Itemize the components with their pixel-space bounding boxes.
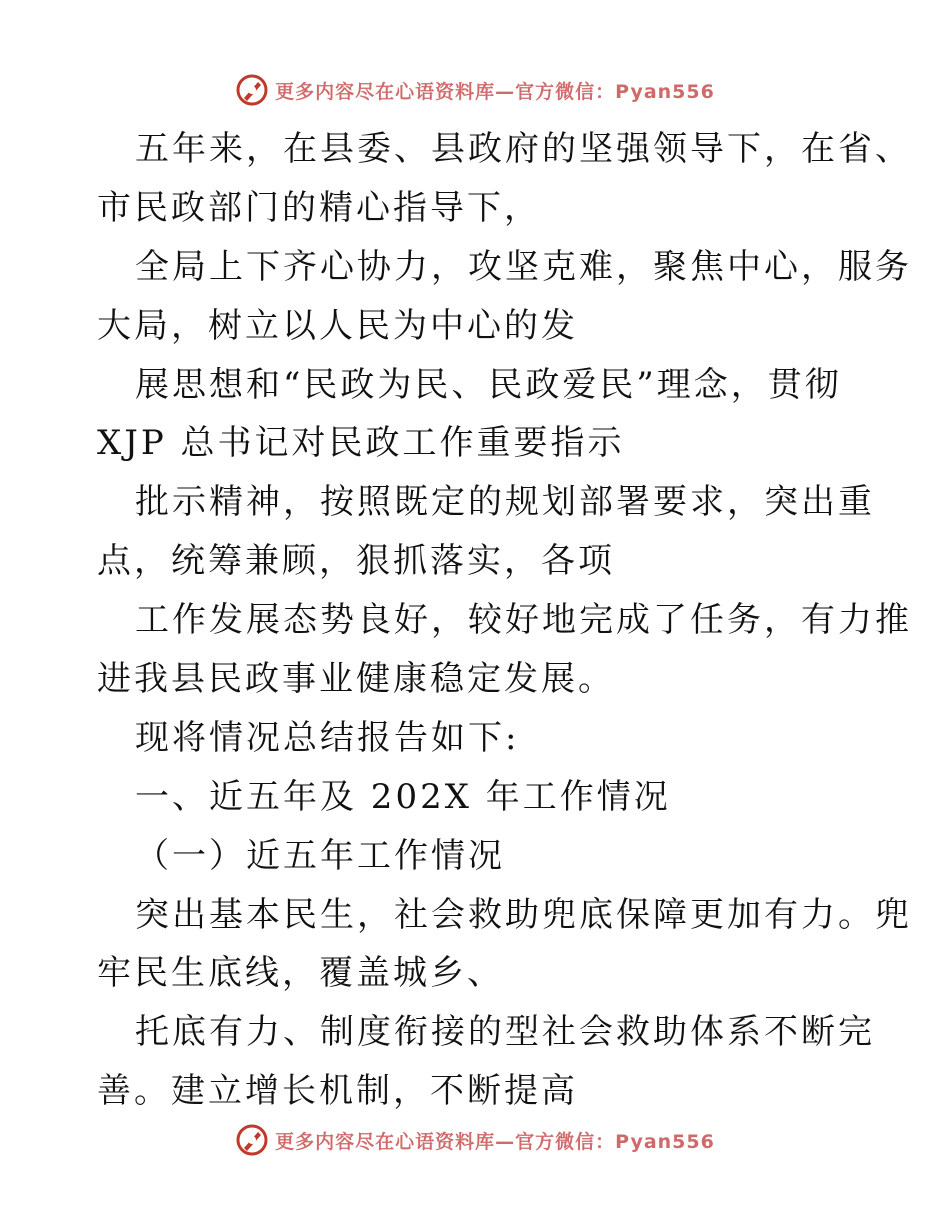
text-line: 大局，树立以人民为中心的发 bbox=[97, 305, 578, 346]
text-line: （一）近五年工作情况 bbox=[135, 835, 505, 876]
text-line: 市民政部门的精心指导下， bbox=[97, 187, 541, 228]
footer-banner-text: 更多内容尽在心语资料库—官方微信：Pyan556 bbox=[275, 1130, 715, 1153]
text-line: 托底有力、制度衔接的型社会救助体系不断完 bbox=[135, 1012, 875, 1053]
text-line: 进我县民政事业健康稳定发展。 bbox=[97, 659, 615, 700]
text-line: 五年来，在县委、县政府的坚强领导下，在省、 bbox=[135, 129, 912, 169]
text-line: 点，统筹兼顾，狠抓落实，各项 bbox=[97, 541, 615, 582]
pen-logo-icon bbox=[235, 73, 269, 107]
text-line: 全局上下齐心协力，攻坚克难，聚焦中心，服务 bbox=[135, 246, 912, 287]
text-line: 现将情况总结报告如下: bbox=[135, 717, 520, 758]
text-line: 突出基本民生，社会救助兜底保障更加有力。兜 bbox=[135, 894, 912, 935]
text-line: 工作发展态势良好，较好地完成了任务，有力推 bbox=[135, 600, 912, 641]
text-line: XJP 总书记对民政工作重要指示 bbox=[97, 423, 625, 464]
document-body bbox=[97, 120, 912, 1121]
text-line: 批示精神，按照既定的规划部署要求，突出重 bbox=[135, 482, 875, 523]
header-banner-text: 更多内容尽在心语资料库—官方微信：Pyan556 bbox=[275, 80, 715, 103]
text-line: 牢民生底线，覆盖城乡、 bbox=[97, 953, 504, 994]
text-line: 一、近五年及 202X 年工作情况 bbox=[135, 776, 671, 817]
pen-logo-icon bbox=[235, 1123, 269, 1157]
header-banner bbox=[0, 70, 950, 110]
text-line: 善。建立增长机制，不断提高 bbox=[97, 1071, 578, 1112]
footer-banner bbox=[0, 1120, 950, 1160]
text-line: 展思想和“民政为民、民政爱民”理念，贯彻 bbox=[135, 364, 842, 405]
